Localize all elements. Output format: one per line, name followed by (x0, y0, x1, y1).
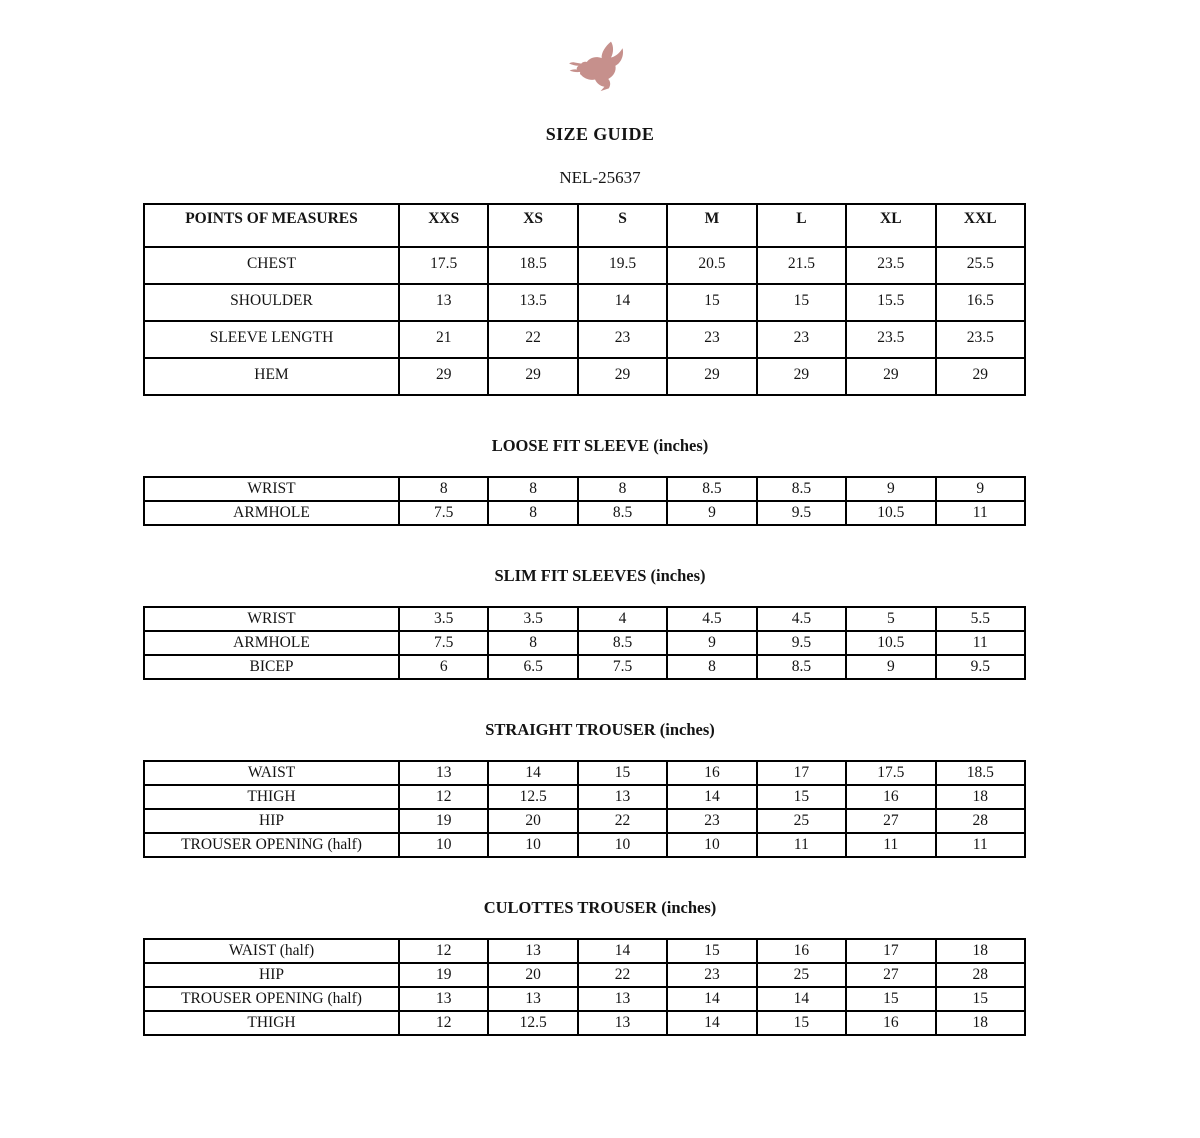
measure-value: 18 (936, 939, 1025, 963)
measure-value: 6.5 (488, 655, 577, 679)
measure-value: 9 (667, 631, 756, 655)
measure-value: 18.5 (488, 247, 577, 284)
measure-value: 13 (399, 284, 488, 321)
dove-olive-branch-icon (567, 40, 633, 96)
measure-value: 25 (757, 963, 846, 987)
measure-value: 9.5 (757, 631, 846, 655)
measurement-sections (0, 436, 1200, 1036)
measure-value: 8.5 (578, 631, 667, 655)
measure-value: 8 (578, 477, 667, 501)
measure-value: 8.5 (578, 501, 667, 525)
size-column-header: L (757, 204, 846, 247)
measure-value: 23 (757, 321, 846, 358)
row-label: HEM (144, 358, 399, 395)
row-label: WRIST (144, 607, 399, 631)
section-table (143, 760, 1026, 858)
row-label: HIP (144, 963, 399, 987)
row-label: BICEP (144, 655, 399, 679)
measure-value: 15 (846, 987, 935, 1011)
row-label: ARMHOLE (144, 631, 399, 655)
table-row (144, 501, 1025, 525)
table-row (144, 1011, 1025, 1035)
measure-value: 13.5 (488, 284, 577, 321)
measure-value: 27 (846, 809, 935, 833)
table-row (144, 987, 1025, 1011)
measure-value: 20.5 (667, 247, 756, 284)
section-heading: SLIM FIT SLEEVES (inches) (494, 566, 706, 585)
measure-value: 11 (936, 833, 1025, 857)
measure-value: 8 (667, 655, 756, 679)
measure-value: 20 (488, 963, 577, 987)
measure-value: 9.5 (936, 655, 1025, 679)
measure-value: 20 (488, 809, 577, 833)
table-row (144, 963, 1025, 987)
measure-value: 14 (667, 1011, 756, 1035)
measure-value: 8.5 (667, 477, 756, 501)
row-label: THIGH (144, 1011, 399, 1035)
measure-value: 16 (667, 761, 756, 785)
measure-value: 8.5 (757, 655, 846, 679)
measure-value: 17 (757, 761, 846, 785)
measure-value: 28 (936, 809, 1025, 833)
measure-value: 29 (399, 358, 488, 395)
product-code: NEL-25637 (559, 168, 641, 187)
measure-value: 19 (399, 963, 488, 987)
measure-value: 16.5 (936, 284, 1025, 321)
measure-value: 21.5 (757, 247, 846, 284)
row-label: WRIST (144, 477, 399, 501)
measure-value: 13 (578, 987, 667, 1011)
table-row (144, 785, 1025, 809)
measure-value: 29 (578, 358, 667, 395)
measure-value: 10 (399, 833, 488, 857)
row-label: TROUSER OPENING (half) (144, 833, 399, 857)
measure-value: 29 (667, 358, 756, 395)
measure-value: 14 (578, 939, 667, 963)
measure-value: 11 (757, 833, 846, 857)
measure-value: 3.5 (399, 607, 488, 631)
measure-value: 15 (936, 987, 1025, 1011)
section-heading: CULOTTES TROUSER (inches) (483, 898, 717, 917)
measure-value: 23 (667, 963, 756, 987)
measure-value: 4.5 (757, 607, 846, 631)
table-row (144, 607, 1025, 631)
measure-value: 3.5 (488, 607, 577, 631)
measure-value: 19 (399, 809, 488, 833)
measure-value: 18 (936, 1011, 1025, 1035)
measure-value: 14 (667, 785, 756, 809)
measure-value: 8 (488, 631, 577, 655)
measure-value: 11 (936, 631, 1025, 655)
table-row (144, 477, 1025, 501)
page-title: SIZE GUIDE (545, 124, 655, 144)
measure-value: 29 (936, 358, 1025, 395)
measure-value: 23 (667, 321, 756, 358)
table-row (144, 247, 1025, 284)
measure-value: 13 (578, 1011, 667, 1035)
size-column-header: XXL (936, 204, 1025, 247)
measure-value: 13 (399, 761, 488, 785)
measure-value: 11 (936, 501, 1025, 525)
row-label: HIP (144, 809, 399, 833)
measure-value: 29 (488, 358, 577, 395)
measure-value: 9 (936, 477, 1025, 501)
size-column-header: XXS (399, 204, 488, 247)
measure-value: 16 (757, 939, 846, 963)
measure-value: 12 (399, 1011, 488, 1035)
measure-value: 11 (846, 833, 935, 857)
measure-value: 13 (578, 785, 667, 809)
measure-value: 9 (846, 477, 935, 501)
measure-value: 7.5 (578, 655, 667, 679)
measure-value: 12 (399, 939, 488, 963)
measure-value: 23.5 (846, 247, 935, 284)
measure-value: 21 (399, 321, 488, 358)
measure-value: 14 (578, 284, 667, 321)
points-of-measures-header: POINTS OF MEASURES (144, 204, 399, 247)
measure-value: 14 (488, 761, 577, 785)
section-heading: LOOSE FIT SLEEVE (inches) (491, 436, 709, 455)
measure-value: 22 (578, 809, 667, 833)
measure-value: 8 (399, 477, 488, 501)
measure-value: 7.5 (399, 631, 488, 655)
section-table (143, 938, 1026, 1036)
measure-value: 7.5 (399, 501, 488, 525)
measure-value: 5.5 (936, 607, 1025, 631)
section-table (143, 606, 1026, 680)
section-table (143, 476, 1026, 526)
measure-value: 17.5 (399, 247, 488, 284)
row-label: ARMHOLE (144, 501, 399, 525)
measure-value: 18 (936, 785, 1025, 809)
measure-value: 15 (757, 284, 846, 321)
measure-value: 16 (846, 1011, 935, 1035)
measure-value: 12 (399, 785, 488, 809)
measure-value: 25 (757, 809, 846, 833)
measure-value: 8 (488, 501, 577, 525)
measure-value: 27 (846, 963, 935, 987)
measure-value: 10 (667, 833, 756, 857)
measure-value: 13 (488, 987, 577, 1011)
measure-value: 15 (757, 785, 846, 809)
measure-value: 9 (846, 655, 935, 679)
measure-value: 29 (757, 358, 846, 395)
measure-value: 23 (578, 321, 667, 358)
measure-value: 8 (488, 477, 577, 501)
row-label: CHEST (144, 247, 399, 284)
measure-value: 14 (757, 987, 846, 1011)
measure-value: 15 (667, 284, 756, 321)
measure-value: 15 (667, 939, 756, 963)
table-row (144, 833, 1025, 857)
measure-value: 13 (488, 939, 577, 963)
measure-value: 28 (936, 963, 1025, 987)
table-row (144, 809, 1025, 833)
measure-value: 13 (399, 987, 488, 1011)
row-label: THIGH (144, 785, 399, 809)
size-column-header: XS (488, 204, 577, 247)
table-row (144, 284, 1025, 321)
measure-value: 4.5 (667, 607, 756, 631)
row-label: TROUSER OPENING (half) (144, 987, 399, 1011)
measure-value: 22 (488, 321, 577, 358)
measure-value: 9.5 (757, 501, 846, 525)
table-row (144, 761, 1025, 785)
size-column-header: XL (846, 204, 935, 247)
measure-value: 12.5 (488, 1011, 577, 1035)
measure-value: 12.5 (488, 785, 577, 809)
measure-value: 17 (846, 939, 935, 963)
table-row (144, 939, 1025, 963)
measure-value: 10.5 (846, 631, 935, 655)
measure-value: 16 (846, 785, 935, 809)
measure-value: 23 (667, 809, 756, 833)
measure-value: 25.5 (936, 247, 1025, 284)
points-of-measures-table (143, 203, 1026, 396)
measure-value: 15 (757, 1011, 846, 1035)
measure-value: 14 (667, 987, 756, 1011)
measure-value: 29 (846, 358, 935, 395)
measure-value: 23.5 (846, 321, 935, 358)
measure-value: 10.5 (846, 501, 935, 525)
table-header-row (144, 204, 1025, 247)
size-column-header: S (578, 204, 667, 247)
brand-logo (0, 0, 1200, 98)
measure-value: 19.5 (578, 247, 667, 284)
row-label: SHOULDER (144, 284, 399, 321)
table-row (144, 655, 1025, 679)
measure-value: 15.5 (846, 284, 935, 321)
measure-value: 15 (578, 761, 667, 785)
row-label: WAIST (144, 761, 399, 785)
measure-value: 8.5 (757, 477, 846, 501)
table-row (144, 631, 1025, 655)
row-label: WAIST (half) (144, 939, 399, 963)
measure-value: 22 (578, 963, 667, 987)
measure-value: 5 (846, 607, 935, 631)
table-row (144, 358, 1025, 395)
measure-value: 17.5 (846, 761, 935, 785)
size-column-header: M (667, 204, 756, 247)
measure-value: 9 (667, 501, 756, 525)
measure-value: 18.5 (936, 761, 1025, 785)
measure-value: 23.5 (936, 321, 1025, 358)
table-row (144, 321, 1025, 358)
measure-value: 10 (578, 833, 667, 857)
measure-value: 4 (578, 607, 667, 631)
section-heading: STRAIGHT TROUSER (inches) (485, 720, 715, 739)
row-label: SLEEVE LENGTH (144, 321, 399, 358)
measure-value: 10 (488, 833, 577, 857)
measure-value: 6 (399, 655, 488, 679)
